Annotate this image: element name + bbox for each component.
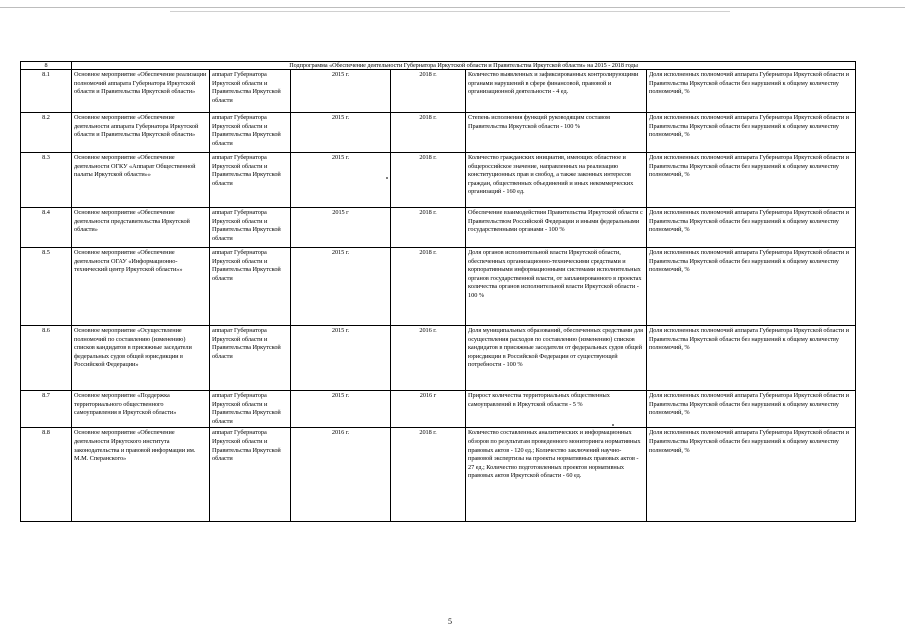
end-year-cell: 2018 г.: [391, 70, 466, 113]
event-cell: Основное мероприятие «Обеспечение деятельности представительства Иркутской области»: [72, 208, 210, 248]
indicator-cell: Доля исполненных полномочий аппарата Губернатора Иркутской области и Правительства Иркутской области без нарушений к общему количеству полномочий, %: [647, 70, 856, 113]
row-number: 8.3: [21, 153, 72, 208]
row-number: 8.6: [21, 326, 72, 391]
executor-cell: аппарат Губернатора Иркутской области и Правительства Иркутской области: [210, 248, 291, 326]
indicator-cell: Доля исполненных полномочий аппарата Губернатора Иркутской области и Правительства Иркутской области без нарушений к общему количеству полномочий, %: [647, 326, 856, 391]
table-row: [21, 428, 856, 522]
event-cell: Основное мероприятие «Обеспечение деятельности аппарата Губернатора Иркутской области и Правительства Иркутской области»: [72, 113, 210, 153]
executor-cell: аппарат Губернатора Иркутской области и Правительства Иркутской области: [210, 428, 291, 522]
indicator-cell: Доля исполненных полномочий аппарата Губернатора Иркутской области и Правительства Иркутской области без нарушений к общему количеству полномочий, %: [647, 391, 856, 428]
end-year-cell: 2016 г.: [391, 326, 466, 391]
indicator-cell: Доля исполненных полномочий аппарата Губернатора Иркутской области и Правительства Иркутской области без нарушений к общему количеству полномочий, %: [647, 153, 856, 208]
event-cell: Основное мероприятие «Обеспечение реализации полномочий аппарата Губернатора Иркутской области и Правительства Иркутской области»: [72, 70, 210, 113]
event-cell: Основное мероприятие «Обеспечение деятельности ОГАУ «Информационно-технический центр Иркутской области»»: [72, 248, 210, 326]
indicator-cell: Доля исполненных полномочий аппарата Губернатора Иркутской области и Правительства Иркутской области без нарушений к общему количеству полномочий, %: [647, 208, 856, 248]
subprogram-table: [20, 61, 856, 522]
executor-cell: аппарат Губернатора Иркутской области и Правительства Иркутской области: [210, 153, 291, 208]
table-row: [21, 326, 856, 391]
start-year-cell: 2016 г.: [291, 428, 391, 522]
row-number: 8.7: [21, 391, 72, 428]
result-cell: Количество выявленных и зафиксированных контролирующими органами нарушений в сфере финансовой, правовой и организационной деятельности - 4 ед.: [466, 70, 647, 113]
subprogram-header-row: [21, 62, 856, 70]
row-number: 8.4: [21, 208, 72, 248]
scan-speck: [612, 424, 614, 426]
start-year-cell: 2015 г.: [291, 326, 391, 391]
row-number: 8.8: [21, 428, 72, 522]
indicator-cell: Доля исполненных полномочий аппарата Губернатора Иркутской области и Правительства Иркутской области без нарушений к общему количеству полномочий, %: [647, 428, 856, 522]
event-cell: Основное мероприятие «Обеспечение деятельности Иркутского института законодательства и правовой информации им. М.М. Сперанского»: [72, 428, 210, 522]
event-cell: Основное мероприятие «Обеспечение деятельности ОГКУ «Аппарат Общественной палаты Иркутской области»»: [72, 153, 210, 208]
scan-speck: [386, 177, 388, 179]
start-year-cell: 2015 г.: [291, 113, 391, 153]
end-year-cell: 2018 г.: [391, 428, 466, 522]
indicator-cell: Доля исполненных полномочий аппарата Губернатора Иркутской области и Правительства Иркутской области без нарушений к общему количеству полномочий, %: [647, 248, 856, 326]
result-cell: Доля органов исполнительной власти Иркутской области, обеспеченных организационно-техническими средствами и корпоративными информационными системами исполнительных органов государственной власти, от запланированного в проектах количества органов исполнительной власти Иркутской области - 100 %: [466, 248, 647, 326]
result-cell: Количество гражданских инициатив, имеющих областное и общероссийское значение, направленных на реализацию конституционных прав и свобод, а также законных интересов граждан, общественных объединений и иных некоммерческих организаций - 160 ед.: [466, 153, 647, 208]
table-row: [21, 153, 856, 208]
table-row: [21, 208, 856, 248]
result-cell: Обеспечение взаимодействия Правительства Иркутской области с Правительством Российской Федерации и иными федеральными государственными органами - 100 %: [466, 208, 647, 248]
end-year-cell: 2018 г.: [391, 208, 466, 248]
table-row: [21, 113, 856, 153]
event-cell: Основное мероприятие «Осуществление полномочий по составлению (изменению) списков кандидатов в присяжные заседатели федеральных судов общей юрисдикции в Российской Федерации»: [72, 326, 210, 391]
end-year-cell: 2018 г.: [391, 153, 466, 208]
result-cell: Прирост количества территориальных общественных самоуправлений в Иркутской области - 5 %: [466, 391, 647, 428]
row-number: 8.1: [21, 70, 72, 113]
table-row: [21, 391, 856, 428]
subprogram-title: Подпрограмма «Обеспечение деятельности Губернатора Иркутской области и Правительства Иркутской области» на 2015 - 2018 годы: [72, 62, 856, 70]
end-year-cell: 2016 г: [391, 391, 466, 428]
indicator-cell: Доля исполненных полномочий аппарата Губернатора Иркутской области и Правительства Иркутской области без нарушений к общему количеству полномочий, %: [647, 113, 856, 153]
executor-cell: аппарат Губернатора Иркутской области и Правительства Иркутской области: [210, 326, 291, 391]
result-cell: Степень исполнения функций руководящим составом Правительства Иркутской области - 100 %: [466, 113, 647, 153]
subprogram-number: 8: [21, 62, 72, 70]
start-year-cell: 2015 г.: [291, 391, 391, 428]
row-number: 8.2: [21, 113, 72, 153]
start-year-cell: 2015 г.: [291, 153, 391, 208]
executor-cell: аппарат Губернатора Иркутской области и Правительства Иркутской области: [210, 113, 291, 153]
event-cell: Основное мероприятие «Поддержка территориального общественного самоуправления в Иркутской области»: [72, 391, 210, 428]
executor-cell: аппарат Губернатора Иркутской области и Правительства Иркутской области: [210, 70, 291, 113]
executor-cell: аппарат Губернатора Иркутской области и Правительства Иркутской области: [210, 391, 291, 428]
scan-top-border-faint: [170, 11, 730, 12]
executor-cell: аппарат Губернатора Иркутской области и Правительства Иркутской области: [210, 208, 291, 248]
table-row: [21, 70, 856, 113]
table-row: [21, 248, 856, 326]
result-cell: Доля муниципальных образований, обеспеченных средствами для осуществления расходов по составлению (изменению) списков кандидатов в присяжные заседатели от федеральных судов общей юрисдикции в Российской Федерации от существующей потребности - 100 %: [466, 326, 647, 391]
result-cell: Количество составленных аналитических и информационных обзоров по результатам проведенного мониторинга нормативных правовых актов - 120 ед.; Количество заключений научно-правовой экспертизы на проекты нормативных правовых актов - 27 ед.; Количество подготовленных проектов нормативных правовых актов Иркутской области - 60 ед.: [466, 428, 647, 522]
page-number: 5: [448, 617, 452, 626]
start-year-cell: 2015 г.: [291, 248, 391, 326]
end-year-cell: 2018 г.: [391, 248, 466, 326]
start-year-cell: 2015 г.: [291, 70, 391, 113]
row-number: 8.5: [21, 248, 72, 326]
scan-top-border: [0, 7, 905, 8]
end-year-cell: 2018 г.: [391, 113, 466, 153]
start-year-cell: 2015 г: [291, 208, 391, 248]
